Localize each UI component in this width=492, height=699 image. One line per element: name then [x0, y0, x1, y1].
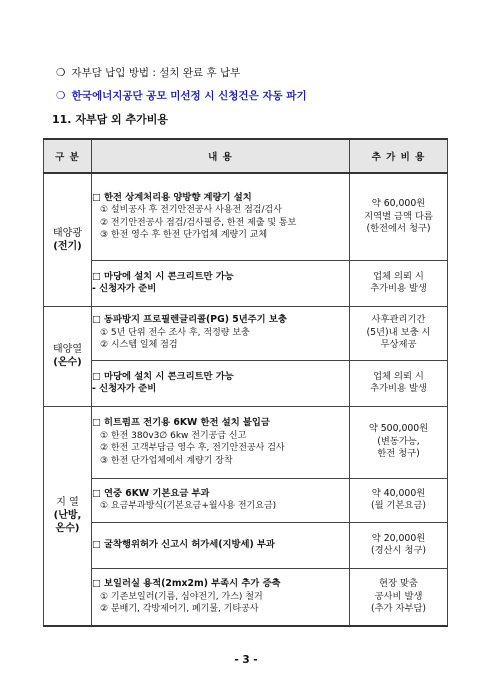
cost-line: 약 500,000원 [368, 423, 429, 435]
cost-line: 약 60,000원 [371, 198, 426, 209]
category-sublabel: (온수) [53, 357, 82, 368]
item-detail: ② 시스템 일체 점검 [100, 340, 178, 351]
cost-cell [350, 478, 448, 522]
cost-line: (월 기본요금) [370, 500, 427, 511]
category-label: 지 열 [56, 497, 79, 509]
note-payment [56, 65, 240, 80]
content-cell [92, 306, 350, 360]
category-geothermal [44, 406, 92, 626]
cost-line: 약 40,000원 [371, 487, 426, 499]
item-detail: ② 분배기, 각방제어기, 폐기물, 기타공사 [100, 604, 259, 614]
table-row [44, 522, 448, 568]
category-solar-thermal [44, 306, 92, 406]
item-detail: ① 설비공사 후 전기안전공사 사용전 점검/검사 [100, 205, 282, 216]
cost-line: (변동가능, [377, 435, 420, 447]
item-title: □ 동파방지 프로필렌글리콜(PG) 5년주기 보충 [92, 314, 287, 326]
cost-line: (한전에서 청구) [366, 223, 431, 234]
cost-line: 공사비 발생 [374, 590, 423, 602]
table-header-row [44, 139, 448, 173]
circle-bullet-icon: ❍ [56, 67, 66, 79]
category-label: 태양광 [53, 227, 82, 239]
item-title: □ 마당에 설치 시 콘크리트만 가능 [92, 270, 234, 282]
content-cell [92, 522, 350, 568]
item-title: □ 보일러실 용적(2mx2m) 부족시 추가 증축 [92, 578, 281, 589]
item-title: □ 마당에 설치 시 콘크리트만 가능 [92, 370, 234, 382]
category-sublabel: (전기) [53, 240, 82, 252]
table-row [44, 568, 448, 626]
item-detail: ③ 한전 단가업체에서 계량기 장착 [100, 455, 233, 466]
cost-line: 추가비용 발생 [370, 383, 427, 394]
table-row [44, 306, 448, 360]
cost-cell [350, 260, 448, 306]
cost-line: 업체 의뢰 시 [373, 370, 424, 382]
header-cost: 추 가 비 용 [350, 139, 448, 173]
content-cell [92, 173, 350, 260]
item-detail: - 신청자가 준비 [92, 283, 157, 294]
circle-bullet-icon: ❍ [56, 90, 66, 102]
item-title: □ 히트펌프 전기용 6KW 한전 설치 불입금 [92, 417, 270, 428]
item-title: □ 굴착행위허가 신고시 허가세(지방세) 부과 [92, 538, 275, 550]
item-detail: ② 전기안전공사 점검/검사필증, 한전 제출 및 통보 [100, 217, 297, 228]
cost-line: 한전 청구) [377, 448, 420, 460]
cost-line: 약 20,000원 [371, 532, 426, 544]
item-detail: ① 요금부과방식(기본요금+월사용 전기요금) [100, 501, 277, 511]
category-label: 태양열 [53, 344, 82, 355]
additional-cost-table [43, 138, 448, 627]
cost-line: (추가 자부담) [370, 603, 427, 614]
cost-line: 무상제공 [380, 339, 417, 351]
cost-line: (5년)내 보충 시 [366, 326, 431, 338]
cost-line: 업체 의뢰 시 [373, 270, 424, 282]
cost-line: 현장 맞춤 [379, 578, 418, 589]
cost-line: 사후관리기간 [371, 314, 426, 326]
category-sublabel: (난방, [53, 510, 82, 522]
cost-line: 지역별 금액 다름 [364, 210, 433, 222]
header-category: 구 분 [44, 139, 92, 173]
item-detail: - 신청자가 준비 [92, 383, 157, 394]
section-title: 11. 자부담 외 추가비용 [52, 113, 168, 126]
cost-cell [350, 173, 448, 260]
cost-line: 추가비용 발생 [370, 283, 427, 294]
table-row [44, 360, 448, 406]
note-cancel-text: 한국에너지공단 공모 미선정 시 신청건은 자동 파기 [71, 90, 307, 102]
content-cell [92, 360, 350, 406]
item-detail: ① 한전 380v3∅ 6kw 전기공급 신고 [100, 430, 247, 441]
item-detail: ③ 한전 영수 후 한전 단가업체 계량기 교체 [100, 230, 268, 241]
table-row [44, 406, 448, 478]
note-cancel [56, 88, 307, 103]
cost-cell [350, 360, 448, 406]
header-content: 내 용 [92, 139, 350, 173]
item-detail: ① 기존보일러(기름, 심야전기, 가스) 철거 [100, 591, 263, 602]
note-payment-text: 자부담 납입 방법 : 설치 완료 후 납부 [71, 67, 241, 79]
cost-cell [350, 568, 448, 626]
cost-cell [350, 306, 448, 360]
content-cell [92, 406, 350, 478]
table-row [44, 260, 448, 306]
cost-cell [350, 522, 448, 568]
item-title: □ 연중 6KW 기본요금 부과 [92, 487, 210, 499]
cost-cell [350, 406, 448, 478]
category-sublabel: 온수) [55, 523, 80, 535]
item-title: □ 한전 상계처리용 양방향 계량기 설치 [92, 191, 252, 203]
item-detail: ① 5년 단위 전수 조사 후, 적정량 보충 [100, 327, 250, 338]
page-number: - 3 - [234, 654, 258, 666]
table-row [44, 478, 448, 522]
item-detail: ② 한전 고객부담금 영수 후, 전기안전공사 검사 [100, 443, 285, 453]
content-cell [92, 260, 350, 306]
cost-line: (경산시 청구) [370, 545, 427, 556]
content-cell [92, 568, 350, 626]
content-cell [92, 478, 350, 522]
table-row [44, 173, 448, 260]
category-solar-pv [44, 173, 92, 306]
